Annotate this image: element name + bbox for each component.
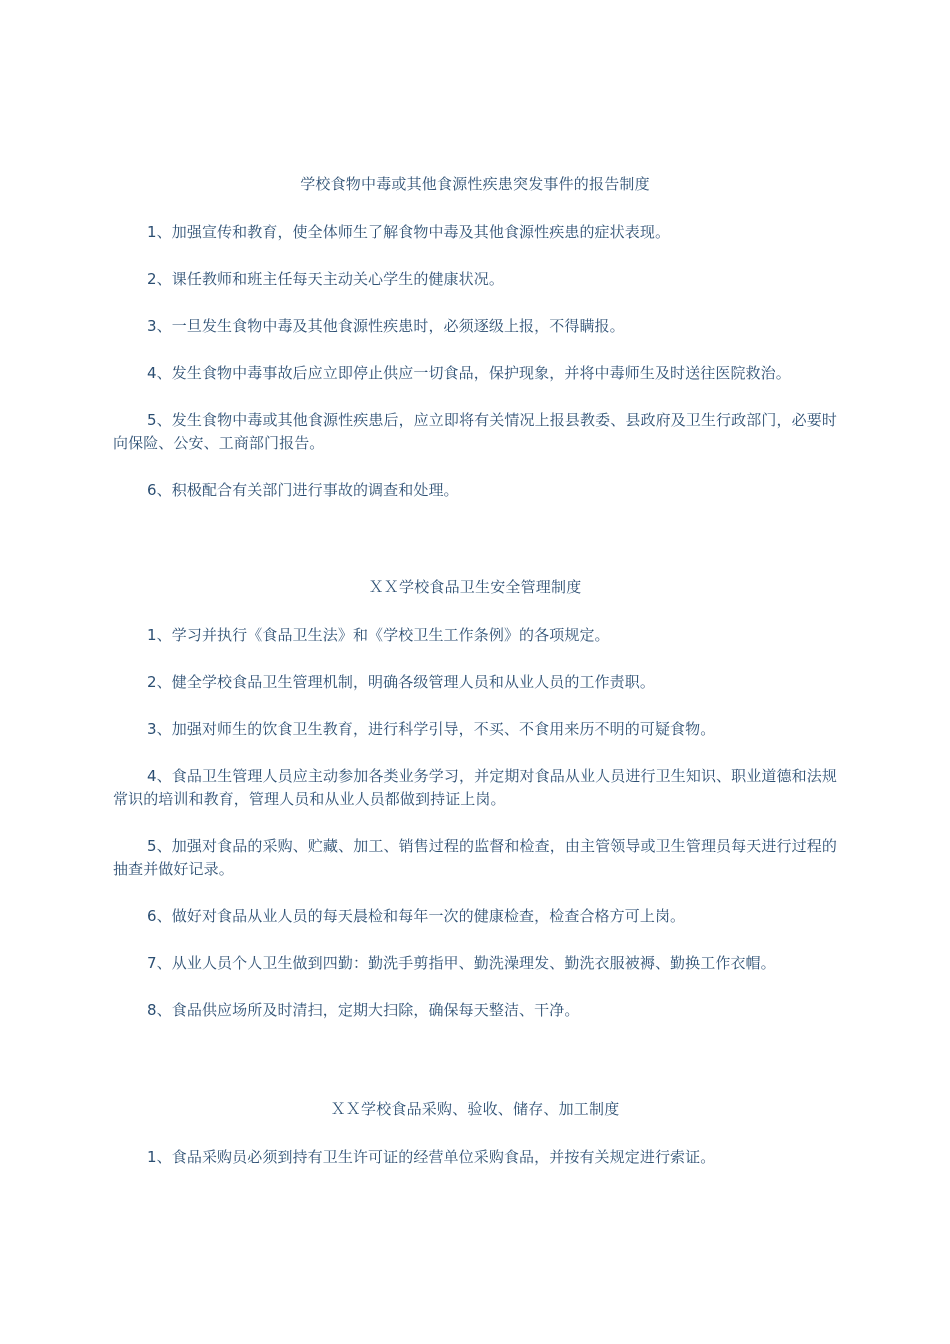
section-food-safety-management bbox=[113, 577, 837, 1022]
paragraph: 2、课任教师和班主任每天主动关心学生的健康状况。 bbox=[147, 270, 504, 288]
paragraph: 3、一旦发生食物中毒及其他食源性疾患时，必须逐级上报，不得瞒报。 bbox=[147, 317, 625, 335]
paragraph: 5、发生食物中毒或其他食源性疾患后，应立即将有关情况上报县教委、县政府及卫生行政部门，必要时向保险、公安、工商部门报告。 bbox=[113, 411, 837, 452]
section-title: ＸＸ学校食品卫生安全管理制度 bbox=[368, 578, 582, 596]
paragraph: 1、学习并执行《食品卫生法》和《学校卫生工作条例》的各项规定。 bbox=[147, 626, 610, 644]
section-title: 学校食物中毒或其他食源性疾患突发事件的报告制度 bbox=[300, 175, 650, 193]
paragraph: 4、食品卫生管理人员应主动参加各类业务学习，并定期对食品从业人员进行卫生知识、职业道德和法规常识的培训和教育，管理人员和从业人员都做到持证上岗。 bbox=[113, 767, 837, 808]
paragraph: 2、健全学校食品卫生管理机制，明确各级管理人员和从业人员的工作责职。 bbox=[147, 673, 655, 691]
paragraph: 6、积极配合有关部门进行事故的调查和处理。 bbox=[147, 481, 459, 499]
paragraph: 3、加强对师生的饮食卫生教育，进行科学引导，不买、不食用来历不明的可疑食物。 bbox=[147, 720, 716, 738]
paragraph: 1、加强宣传和教育，使全体师生了解食物中毒及其他食源性疾患的症状表现。 bbox=[147, 223, 671, 241]
paragraph: 6、做好对食品从业人员的每天晨检和每年一次的健康检查，检查合格方可上岗。 bbox=[147, 907, 686, 925]
paragraph: 7、从业人员个人卫生做到四勤：勤洗手剪指甲、勤洗澡理发、勤洗衣服被褥、勤换工作衣帽。 bbox=[147, 954, 776, 972]
paragraph: 4、发生食物中毒事故后应立即停止供应一切食品，保护现象，并将中毒师生及时送往医院救治。 bbox=[147, 364, 791, 382]
paragraph: 5、加强对食品的采购、贮藏、加工、销售过程的监督和检查，由主管领导或卫生管理员每天进行过程的抽查并做好记录。 bbox=[113, 837, 837, 878]
section-title: ＸＸ学校食品采购、验收、储存、加工制度 bbox=[330, 1100, 620, 1118]
paragraph: 1、食品采购员必须到持有卫生许可证的经营单位采购食品，并按有关规定进行索证。 bbox=[147, 1148, 716, 1166]
paragraph: 8、食品供应场所及时清扫，定期大扫除，确保每天整洁、干净。 bbox=[147, 1001, 580, 1019]
section-food-poisoning-report bbox=[113, 174, 837, 502]
section-food-procurement bbox=[113, 1099, 837, 1169]
